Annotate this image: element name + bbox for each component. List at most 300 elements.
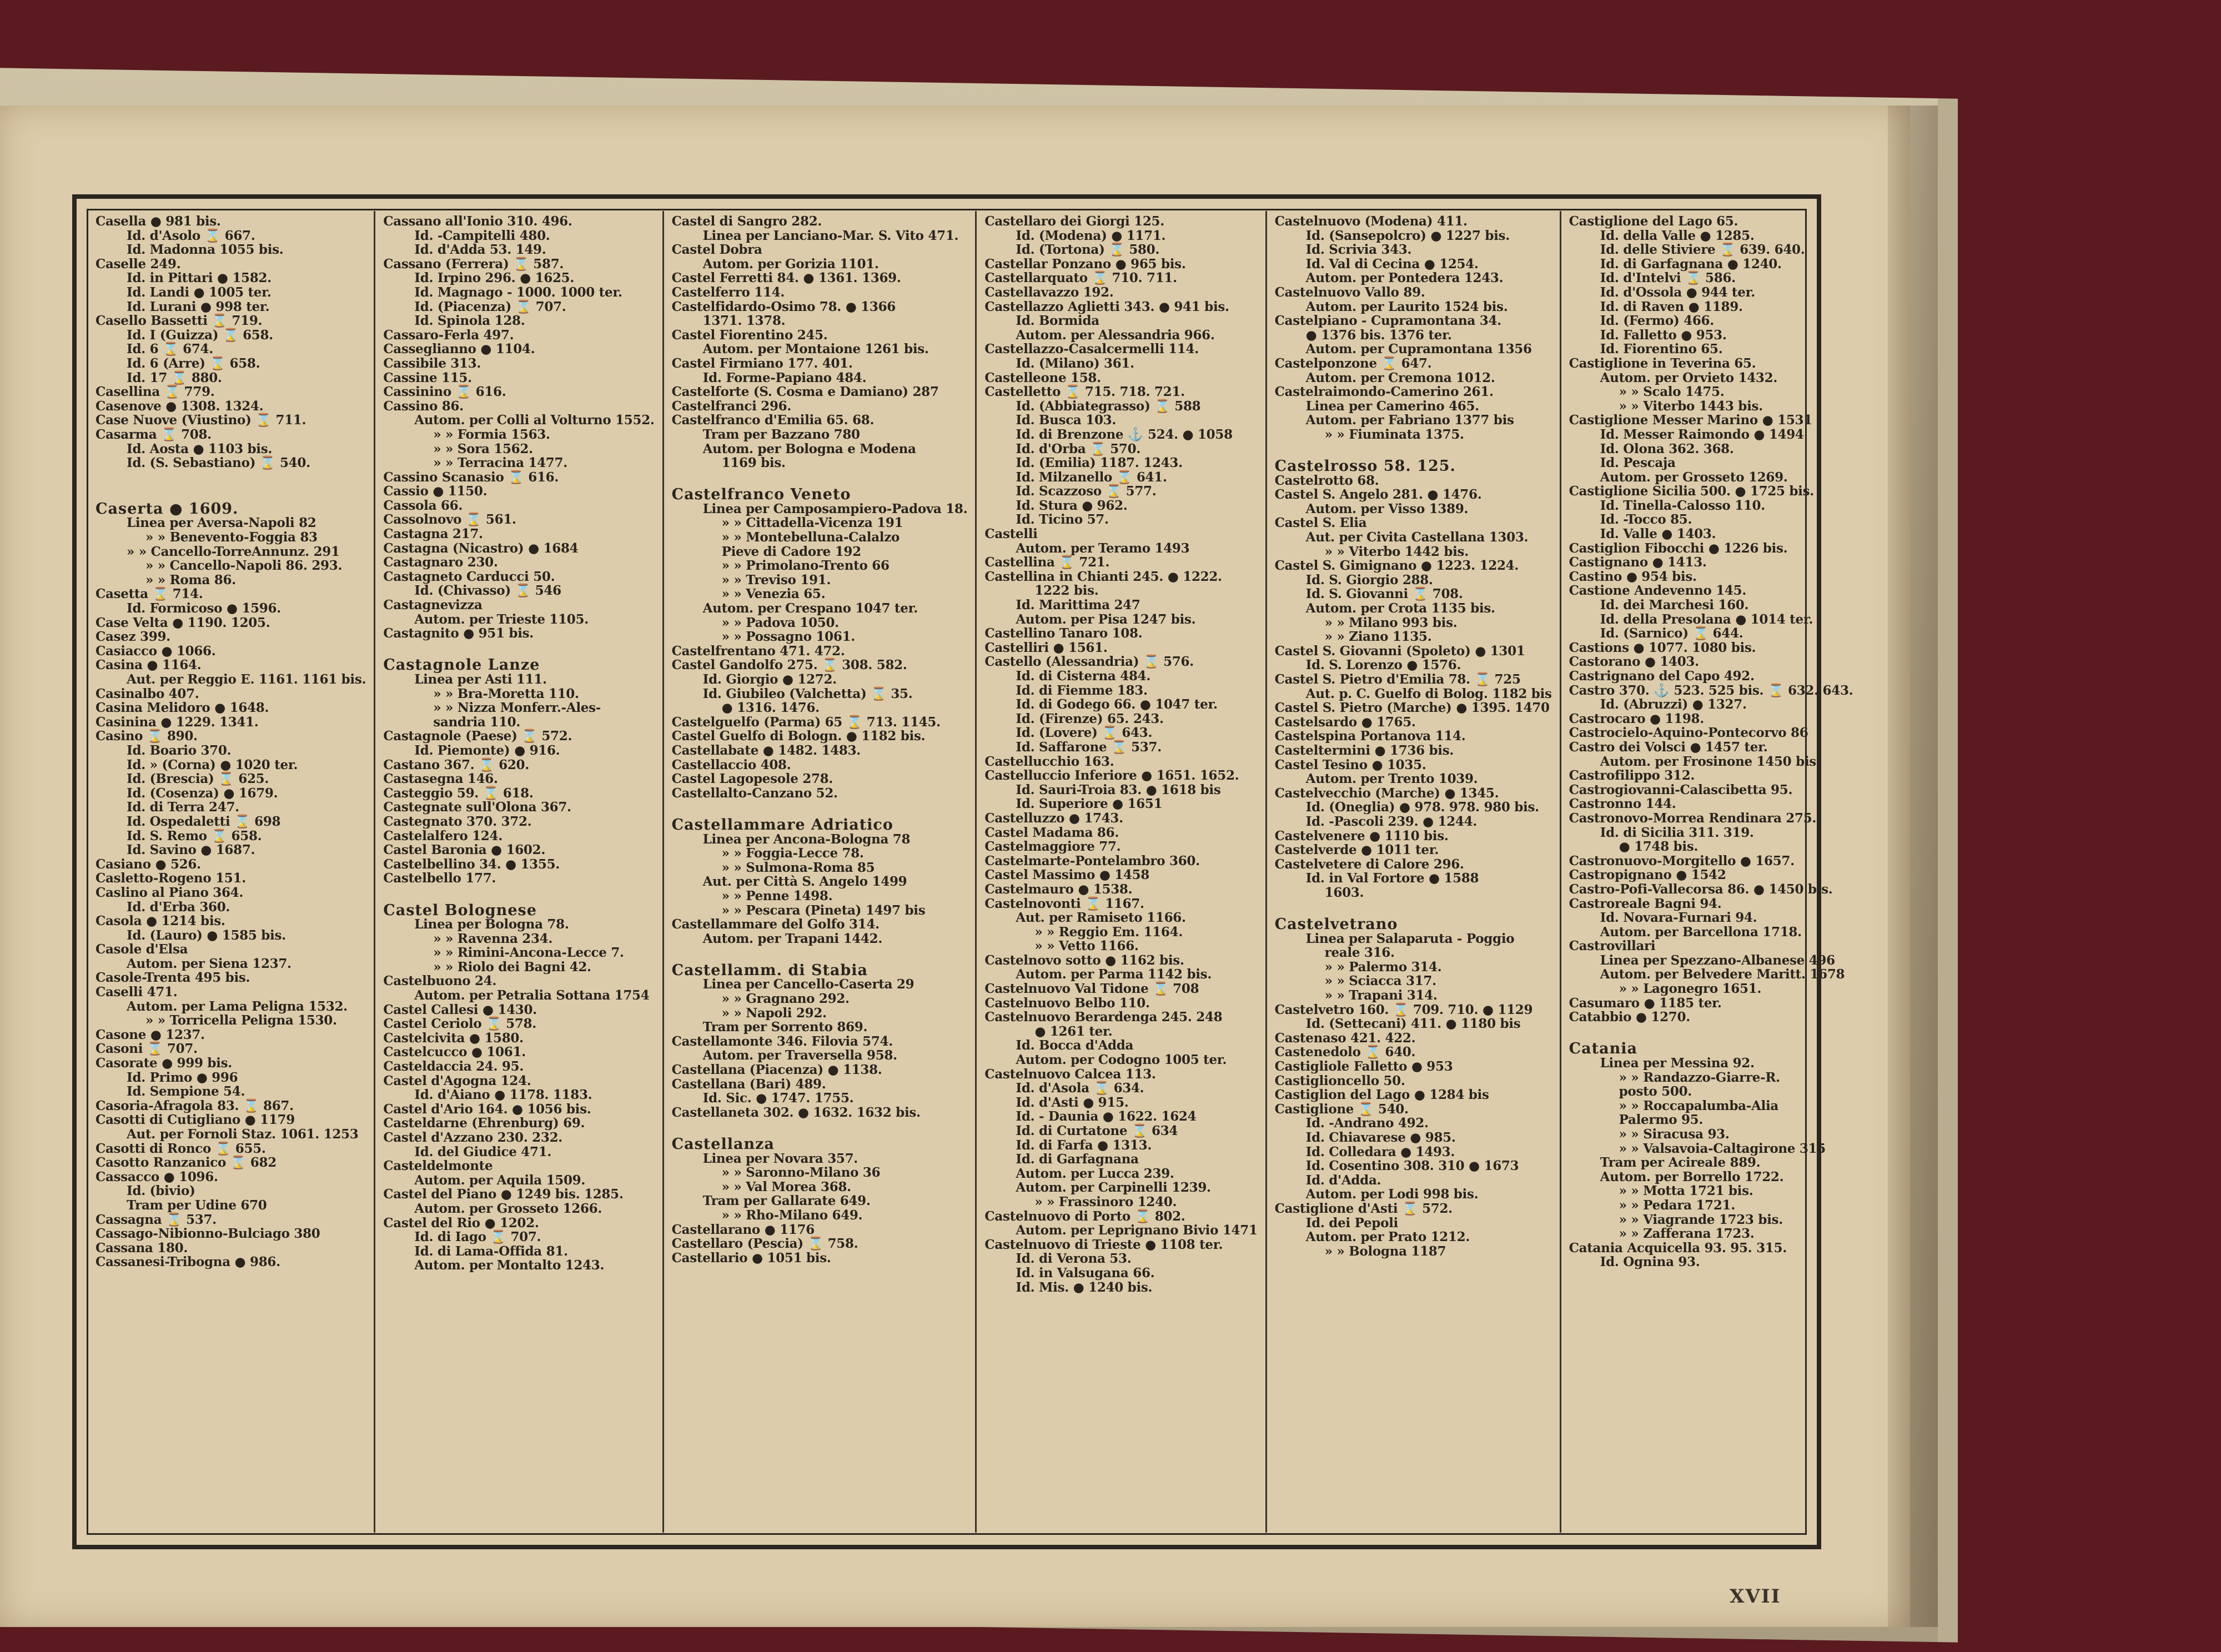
index-frame: [72, 194, 1853, 1549]
index-entry: Castrovillari: [1569, 938, 1656, 954]
index-entry: » » Saronno-Milano 36: [721, 1165, 881, 1181]
index-entry: Id. Scazzoso ⌛ 577.: [1016, 484, 1157, 499]
index-entry: Autom. per Teramo 1493: [1016, 540, 1190, 556]
index-entry: Castelmarte-Pontelambro 360.: [984, 853, 1200, 868]
index-entry: Castel Tesino ● 1035.: [1274, 757, 1426, 772]
index-entry: Id. (bivio): [127, 1183, 195, 1199]
index-entry: Castellino Tanaro 108.: [984, 626, 1143, 641]
index-entry: Id. Bormida: [1016, 313, 1099, 329]
index-entry: Id. (S. Sebastiano) ⌛ 540.: [127, 455, 310, 471]
index-entry: Id. (Settecani) 411. ● 1180 bis: [1305, 1016, 1521, 1032]
index-entry: » » Scalo 1475.: [1619, 384, 1725, 400]
index-entry: Castignano ● 1413.: [1569, 555, 1707, 570]
index-entry: Linea per Messina 92.: [1600, 1056, 1755, 1071]
index-entry: Casinina ● 1229. 1341.: [96, 714, 259, 730]
index-entry: Id. (Lovere) ⌛ 643.: [1016, 725, 1153, 741]
index-entry: Cassola 66.: [383, 498, 463, 513]
index-entry: [1569, 1025, 1853, 1039]
index-entry: Casello Bassetti ⌛ 719.: [96, 313, 263, 329]
index-entry: » » Milano 993 bis.: [1324, 615, 1458, 630]
index-entry: Castelvenere ● 1110 bis.: [1274, 828, 1449, 843]
index-entry: Id. - Daunia ● 1622. 1624: [1016, 1109, 1197, 1124]
index-entry: [672, 946, 968, 960]
index-entry: Id. Spinola 128.: [414, 313, 525, 329]
index-entry: Id. del Giudice 471.: [414, 1144, 552, 1159]
index-entry: » » Roma 86.: [145, 572, 236, 588]
index-entry: » » Roccapalumba-Alia: [1619, 1098, 1778, 1113]
index-entry: Tram per Sorrento 869.: [702, 1020, 868, 1035]
index-entry: Autom. per Borrello 1722.: [1600, 1169, 1784, 1184]
index-entry: Castelvetro 160. ⌛ 709. 710. ● 1129: [1274, 1002, 1533, 1017]
index-entry: Id. (Sarnico) ⌛ 644.: [1600, 626, 1743, 641]
index-entry: Id. (Brescia) ⌛ 625.: [127, 771, 269, 787]
index-entry: Castrignano del Capo 492.: [1569, 669, 1755, 684]
index-entry: Castroreale Bagni 94.: [1569, 896, 1722, 911]
index-entry: Castagneto Carducci 50.: [383, 569, 555, 584]
index-entry: Castropignano ● 1542: [1569, 867, 1726, 883]
index-entry: Castellana (Bari) 489.: [671, 1076, 826, 1092]
index-entry: Id. di Lama-Offida 81.: [414, 1243, 568, 1259]
index-entry: [672, 1119, 968, 1134]
index-entry: Castellavazzo 192.: [984, 284, 1114, 300]
index-entry: Id. Cosentino 308. 310 ● 1673: [1305, 1158, 1519, 1174]
index-entry: » » Treviso 191.: [721, 572, 831, 588]
index-entry: » » Bologna 1187: [1324, 1243, 1446, 1259]
index-entry: Id. Giubileo (Valchetta) ⌛ 35.: [702, 686, 913, 701]
index-entry: Case Nuove (Viustino) ⌛ 711.: [96, 413, 306, 428]
index-entry: Id. Sauri-Troia 83. ● 1618 bis: [1016, 782, 1221, 797]
index-entry: » » Sulmona-Roma 85: [721, 860, 875, 875]
index-entry: Castrocielo-Aquino-Pontecorvo 86: [1569, 725, 1808, 741]
index-entry: Id. Savino ● 1687.: [127, 842, 255, 858]
index-entry: Castagna (Nicastro) ● 1684: [383, 540, 579, 556]
index-entry: Castellucchio 163.: [984, 754, 1114, 769]
index-entry: Cassinino ⌛ 616.: [383, 384, 506, 400]
index-entry: » » Viterbo 1443 bis.: [1619, 398, 1763, 414]
index-columns: [88, 211, 1853, 1533]
index-entry: Cassago-Nibionno-Bulciago 380: [96, 1226, 320, 1242]
index-entry: » » Reggio Em. 1164.: [1034, 924, 1183, 940]
index-entry: Id. Colledara ● 1493.: [1305, 1144, 1455, 1159]
index-entry: Autom. per Orvieto 1432.: [1600, 370, 1778, 385]
index-entry: Autom. per Cupramontana 1356: [1305, 342, 1532, 357]
index-entry: Castel Lagopesole 278.: [671, 771, 833, 787]
index-entry: Castione Andevenno 145.: [1569, 583, 1747, 599]
index-entry: Casotti di Cutigliano ● 1179: [96, 1112, 295, 1128]
index-entry: Casole d'Elsa: [96, 942, 188, 957]
index-heading: Castellammare Adriatico: [671, 816, 893, 833]
index-entry: Castel di Sangro 282.: [671, 214, 822, 229]
index-entry: Caselli 471.: [96, 985, 178, 1000]
index-entry: Casteldelmonte: [383, 1158, 493, 1174]
index-entry: Tram per Bazzano 780: [702, 426, 860, 442]
index-entry: Cassana 180.: [96, 1240, 188, 1256]
index-entry: » » Sciacca 317.: [1324, 973, 1436, 989]
index-entry: » » Primolano-Trento 66: [721, 558, 890, 574]
index-entry: Castelsardo ● 1765.: [1274, 714, 1416, 730]
index-entry: Id. Aosta ● 1103 bis.: [127, 441, 273, 456]
index-entry: Id. Busca 103.: [1016, 413, 1117, 428]
index-entry: Id. (Abbiategrasso) ⌛ 588: [1016, 398, 1201, 414]
index-entry: Cassanesi-Tribogna ● 986.: [96, 1254, 280, 1270]
index-entry: Id. d'Adda 53. 149.: [414, 242, 546, 258]
index-entry: [96, 470, 366, 485]
index-entry: Castelbellino 34. ● 1355.: [383, 856, 560, 872]
index-entry: Castelnuovo di Porto ⌛ 802.: [984, 1208, 1185, 1224]
index-entry: Castellar Ponzano ● 965 bis.: [984, 256, 1186, 272]
index-entry: Id. Lurani ● 998 ter.: [127, 299, 270, 314]
index-entry: Castel S. Gimignano ● 1223. 1224.: [1274, 558, 1519, 574]
index-heading: Castellamm. di Stabia: [671, 961, 868, 979]
index-entry: Castiglion Fibocchi ● 1226 bis.: [1569, 540, 1788, 556]
index-entry: Autom. per Pontedera 1243.: [1305, 270, 1504, 286]
index-entry: » » Cittadella-Vicenza 191: [721, 515, 903, 531]
index-entry: Autom. per Leprignano Bivio 1471: [1016, 1223, 1258, 1238]
index-entry: Castegnato 370. 372.: [383, 814, 532, 829]
index-column-3: [662, 211, 976, 1533]
index-column-1: [88, 211, 374, 1533]
index-entry: [1275, 442, 1552, 456]
index-entry: Castellario ● 1051 bis.: [671, 1250, 831, 1266]
index-entry: [96, 484, 366, 499]
index-entry: Caslino al Piano 364.: [96, 885, 244, 900]
index-entry: Id. di Farfa ● 1313.: [1016, 1137, 1152, 1153]
index-entry: ● 1376 bis. 1376 ter.: [1305, 327, 1452, 343]
index-entry: » » Venezia 65.: [721, 586, 826, 602]
index-entry: Castel Firmiano 177. 401.: [671, 355, 853, 371]
index-entry: Autom. per Montalto 1243.: [414, 1258, 605, 1273]
index-entry: [383, 886, 654, 900]
index-entry: ● 1748 bis.: [1619, 839, 1699, 855]
index-entry: Id. (Milano) 361.: [1016, 355, 1134, 371]
index-heading: Castelfranco Veneto: [671, 486, 851, 504]
index-entry: Castrofilippo 312.: [1569, 768, 1695, 784]
index-entry: Cassine 115.: [383, 370, 472, 385]
index-entry: Id. Pescaja: [1600, 455, 1676, 471]
index-entry: Casotti di Ronco ⌛ 655.: [96, 1141, 266, 1156]
index-entry: Id. Marittima 247: [1016, 597, 1140, 613]
index-entry: Castellarquato ⌛ 710. 711.: [984, 270, 1177, 286]
index-entry: Linea per Camerino 465.: [1305, 398, 1479, 414]
index-entry: Id. Irpino 296. ● 1625.: [414, 270, 575, 286]
index-entry: Id. S. Lorenzo ● 1576.: [1305, 657, 1461, 673]
index-entry: Castelbuono 24.: [383, 973, 497, 989]
index-entry: » » Cancello-TorreAnnunz. 291: [127, 544, 340, 559]
index-entry: Autom. per Alessandria 966.: [1016, 327, 1215, 343]
index-entry: Id. Saffarone ⌛ 537.: [1016, 739, 1162, 755]
index-entry: Autom. per Lodi 998 bis.: [1305, 1187, 1479, 1202]
index-entry: Castelnuovo Belbo 110.: [984, 995, 1150, 1011]
index-entry: Castelnuovo (Modena) 411.: [1274, 214, 1468, 229]
index-entry: Id. Scrivia 343.: [1305, 242, 1412, 258]
index-entry: Castelspina Portanova 114.: [1274, 729, 1466, 744]
index-column-5: [1265, 211, 1560, 1533]
index-entry: Casina Melidoro ● 1648.: [96, 700, 269, 716]
index-entry: Castelluccio Inferiore ● 1651. 1652.: [984, 768, 1239, 784]
index-entry: Id. d'Asolo ⌛ 667.: [127, 228, 255, 243]
index-entry: Aut. p. C. Guelfo di Bolog. 1182 bis: [1305, 686, 1552, 701]
index-entry: Autom. per Cremona 1012.: [1305, 370, 1495, 385]
index-entry: Aut. per Ramiseto 1166.: [1016, 910, 1186, 926]
index-entry: Castiglione ⌛ 540.: [1274, 1101, 1409, 1117]
index-entry: Id. Sic. ● 1747. 1755.: [702, 1091, 854, 1106]
index-entry: Autom. per Aquila 1509.: [414, 1172, 586, 1188]
index-entry: Autom. per Prato 1212.: [1305, 1229, 1470, 1245]
index-entry: Castelletto ⌛ 715. 718. 721.: [984, 384, 1185, 400]
index-entry: Id. Piemonte) ● 916.: [414, 742, 560, 758]
index-entry: Cassano all'Ionio 310. 496.: [383, 214, 572, 229]
index-entry: Castro dei Volsci ● 1457 ter.: [1569, 739, 1768, 755]
index-entry: » » Motta 1721 bis.: [1619, 1183, 1753, 1199]
index-entry: Id. 6 ⌛ 674.: [127, 342, 213, 357]
index-entry: Id. » (Corna) ● 1020 ter.: [127, 757, 298, 772]
index-entry: Castelli: [984, 526, 1038, 542]
index-entry: Castelbello 177.: [383, 871, 496, 886]
index-entry: » » Foggia-Lecce 78.: [721, 846, 864, 861]
index-entry: Castelnovonti ⌛ 1167.: [984, 896, 1144, 911]
index-entry: Castellabate ● 1482. 1483.: [671, 742, 861, 758]
index-entry: Castigliole Falletto ● 953: [1274, 1059, 1453, 1074]
index-entry: » » Terracina 1477.: [433, 455, 567, 471]
index-entry: » » Benevento-Foggia 83: [145, 530, 318, 545]
index-entry: » » Randazzo-Giarre-R.: [1619, 1069, 1780, 1085]
index-entry: Castegnate sull'Olona 367.: [383, 800, 571, 815]
index-entry: Id. Giorgio ● 1272.: [702, 672, 837, 687]
index-entry: Casarma ⌛ 708.: [96, 426, 212, 442]
index-entry: Id. Superiore ● 1651: [1016, 796, 1163, 812]
index-entry: Castel Ceriolo ⌛ 578.: [383, 1016, 536, 1032]
index-entry: » » Riolo dei Bagni 42.: [433, 959, 591, 975]
index-column-6: [1560, 211, 1861, 1533]
index-entry: Id. Ospedaletti ⌛ 698: [127, 814, 281, 829]
index-column-2: [374, 211, 662, 1533]
index-entry: Linea per Salaparuta - Poggio: [1305, 931, 1515, 946]
index-entry: Castions ● 1077. 1080 bis.: [1569, 640, 1756, 655]
index-entry: Id. Novara-Furnari 94.: [1600, 910, 1757, 926]
index-entry: Linea per Spezzano-Albanese 496: [1600, 952, 1835, 968]
index-entry: Autom. per Codogno 1005 ter.: [1016, 1052, 1227, 1068]
index-entry: Autom. per Trapani 1442.: [702, 931, 883, 946]
index-entry: Id. d'Ossola ● 944 ter.: [1600, 284, 1755, 300]
index-entry: Autom. per Trento 1039.: [1305, 771, 1478, 787]
index-entry: Id. di Garfagnana: [1016, 1152, 1139, 1167]
index-entry: Id. Sempione 54.: [127, 1084, 245, 1099]
index-entry: Castellaro dei Giorgi 125.: [984, 214, 1164, 229]
index-entry: Casino ⌛ 890.: [96, 729, 198, 744]
index-entry: Id. di Brenzone ⚓ 524. ● 1058: [1016, 426, 1233, 442]
index-entry: Castellina in Chianti 245. ● 1222.: [984, 569, 1222, 584]
index-entry: Casina ● 1164.: [96, 657, 202, 673]
index-entry: Id. Forme-Papiano 484.: [702, 370, 867, 385]
index-entry: Autom. per Bologna e Modena: [702, 441, 916, 456]
index-entry: » » Rho-Milano 649.: [721, 1207, 863, 1223]
index-entry: Autom. per Gorizia 1101.: [702, 256, 879, 272]
index-entry: Linea per Camposampiero-Padova 18.: [702, 501, 968, 516]
index-entry: Linea per Lanciano-Mar. S. Vito 471.: [702, 228, 959, 243]
index-entry: Id. Messer Raimondo ● 1494: [1600, 426, 1804, 442]
index-entry: » » Ravenna 234.: [433, 931, 553, 946]
index-entry: Id. Landi ● 1005 ter.: [127, 284, 272, 300]
index-entry: Id. Formicoso ● 1596.: [127, 601, 281, 616]
index-entry: » » Formia 1563.: [433, 426, 550, 442]
index-entry: Autom. per Laurito 1524 bis.: [1305, 299, 1508, 314]
index-entry: Id. in Pittari ● 1582.: [127, 270, 272, 286]
index-entry: Id. di Iago ⌛ 707.: [414, 1229, 541, 1245]
index-entry: Castelrotto 68.: [1274, 473, 1379, 488]
index-entry: » » Viagrande 1723 bis.: [1619, 1212, 1783, 1227]
index-entry: Castelfranco d'Emilia 65. 68.: [671, 413, 875, 428]
index-entry: Castagna 217.: [383, 526, 483, 542]
index-entry: Id. -Tocco 85.: [1600, 512, 1692, 528]
index-entry: Linea per Bologna 78.: [414, 917, 569, 932]
index-entry: Castel S. Elia: [1274, 515, 1367, 531]
index-entry: [1275, 900, 1552, 915]
index-entry: » » Montebelluna-Calalzo: [721, 530, 900, 545]
index-entry: Castellaccio 408.: [671, 757, 791, 772]
index-entry: Id. di Godego 66. ● 1047 ter.: [1016, 697, 1218, 712]
index-entry: Id. d'Adda.: [1305, 1172, 1381, 1188]
index-entry: Id. (Cosenza) ● 1679.: [127, 785, 278, 801]
index-entry: » » Trapani 314.: [1324, 988, 1438, 1003]
index-entry: Autom. per Barcellona 1718.: [1600, 924, 1802, 940]
index-entry: » » Val Morea 368.: [721, 1179, 851, 1194]
index-entry: Aut. per Reggio E. 1161. 1161 bis.: [127, 672, 366, 687]
index-entry: Autom. per Siena 1237.: [127, 956, 292, 971]
page-number: XVII: [1730, 1585, 1781, 1608]
index-entry: [672, 800, 968, 815]
index-entry: Castino ● 954 bis.: [1569, 569, 1697, 584]
index-entry: Castelnovo sotto ● 1162 bis.: [984, 952, 1184, 968]
index-entry: Casteltermini ● 1736 bis.: [1274, 742, 1454, 758]
index-entry: Id. S. Giovanni ⌛ 708.: [1305, 586, 1463, 602]
index-entry: Id. d'Erba 360.: [127, 899, 230, 915]
index-entry: Autom. per Montaione 1261 bis.: [702, 342, 929, 357]
index-entry: Castiglione in Teverina 65.: [1569, 355, 1756, 371]
index-entry: Aut. per Città S. Angelo 1499: [702, 874, 907, 890]
index-entry: Casole-Trenta 495 bis.: [96, 970, 250, 986]
index-entry: Castel del Rio ● 1202.: [383, 1215, 539, 1231]
index-entry: Castagnevizza: [383, 597, 483, 613]
index-entry: » » Penne 1498.: [721, 888, 833, 903]
index-entry: Castel Madama 86.: [984, 825, 1119, 840]
index-entry: » » Valsavoia-Caltagirone 315: [1619, 1141, 1826, 1156]
index-entry: Castelfranci 296.: [671, 398, 792, 414]
index-entry: Castel Dobra: [671, 242, 762, 258]
index-entry: Id. 6 (Arre) ⌛ 658.: [127, 355, 260, 371]
index-entry: Id. (Oneglia) ● 978. 978. 980 bis.: [1305, 800, 1539, 815]
index-heading: Caserta ● 1609.: [96, 500, 239, 518]
index-entry: Casella ● 981 bis.: [96, 214, 221, 229]
index-entry: Castronovo-Morrea Rendinara 275.: [1569, 810, 1817, 826]
index-entry: Autom. per Frosinone 1450 bis.: [1600, 754, 1821, 769]
index-entry: Casinalbo 407.: [96, 686, 199, 701]
index-entry: Id. dei Pepoli: [1305, 1215, 1398, 1231]
index-entry: Casorate ● 999 bis.: [96, 1056, 232, 1071]
index-column-4: [975, 211, 1265, 1533]
index-entry: Castenaso 421. 422.: [1274, 1030, 1416, 1046]
index-entry: » » Rimini-Ancona-Lecce 7.: [433, 945, 624, 961]
index-entry: Aut. per Fornoli Staz. 1061. 1253: [127, 1127, 359, 1142]
index-entry: Id. di Verona 53.: [1016, 1251, 1132, 1267]
index-heading: Castelvetrano: [1274, 916, 1398, 933]
index-entry: » » Cancello-Napoli 86. 293.: [145, 558, 343, 574]
index-entry: Id. d'Asola ⌛ 634.: [1016, 1081, 1144, 1096]
index-entry: Id. (Emilia) 1187. 1243.: [1016, 455, 1183, 471]
index-entry: Id. Madonna 1055 bis.: [127, 242, 284, 258]
index-entry: Id. (Lauro) ● 1585 bis.: [127, 927, 286, 943]
index-entry: Id. Falletto ● 953.: [1600, 327, 1727, 343]
index-entry: Castellarano ● 1176: [671, 1222, 815, 1237]
index-entry: Castelfrentano 471. 472.: [671, 643, 845, 659]
index-entry: Id. di Raven ● 1189.: [1600, 299, 1743, 314]
index-entry: Cassagna ⌛ 537.: [96, 1212, 217, 1227]
index-entry: Castrogiovanni-Calascibetta 95.: [1569, 782, 1793, 797]
index-entry: Castelmaggiore 77.: [984, 839, 1121, 855]
index-heading: Castagnole Lanze: [383, 656, 540, 674]
index-entry: Castelguelfo (Parma) 65 ⌛ 713. 1145.: [671, 714, 941, 730]
index-entry: Id. di Terra 247.: [127, 800, 239, 815]
index-entry: Id. di Curtatone ⌛ 634: [1016, 1123, 1178, 1138]
index-entry: » » Pescara (Pineta) 1497 bis: [721, 902, 926, 918]
index-entry: Castellazzo Aglietti 343. ● 941 bis.: [984, 299, 1229, 314]
index-entry: [672, 470, 968, 485]
index-entry: Id. -Pascoli 239. ● 1244.: [1305, 814, 1478, 829]
index-entry: Id. Tinella-Calosso 110.: [1600, 498, 1765, 513]
index-entry: Castel del Piano ● 1249 bis. 1285.: [383, 1187, 624, 1202]
index-entry: Casola ● 1214 bis.: [96, 913, 225, 929]
index-entry: Autom. per Carpinelli 1239.: [1016, 1180, 1211, 1196]
index-entry: Castelnuovo Vallo 89.: [1274, 284, 1425, 300]
index-entry: Id. (Fermo) 466.: [1600, 313, 1714, 329]
index-entry: Casez 399.: [96, 629, 170, 645]
index-entry: Castano 367. ⌛ 620.: [383, 757, 529, 772]
index-entry: Id. Primo ● 996: [127, 1069, 238, 1085]
index-entry: » » Pedara 1721.: [1619, 1197, 1735, 1213]
index-entry: Id. d'Aiano ● 1178. 1183.: [414, 1087, 592, 1103]
index-entry: Casotto Ranzanico ⌛ 682: [96, 1155, 277, 1171]
index-entry: Castel Callesi ● 1430.: [383, 1002, 537, 1017]
index-entry: Casteldaccia 24. 95.: [383, 1059, 524, 1074]
index-entry: Autom. per Crespano 1047 ter.: [702, 601, 918, 616]
index-entry: » » Torricella Peligna 1530.: [145, 1013, 337, 1028]
index-entry: Castel d'Azzano 230. 232.: [383, 1130, 562, 1145]
index-entry: Castelcucco ● 1061.: [383, 1045, 526, 1060]
index-entry: Castellazzo-Casalcermelli 114.: [984, 342, 1199, 357]
index-entry: » » Siracusa 93.: [1619, 1127, 1730, 1142]
index-entry: Castelvetere di Calore 296.: [1274, 856, 1464, 872]
index-entry: Id. (Chivasso) ⌛ 546: [414, 583, 561, 599]
index-entry: Castel S. Angelo 281. ● 1476.: [1274, 487, 1482, 503]
index-entry: » » Napoli 292.: [721, 1005, 827, 1021]
index-entry: Id. S. Giorgio 288.: [1305, 572, 1433, 588]
index-entry: Castelnuovo Val Tidone ⌛ 708: [984, 981, 1199, 997]
index-entry: Castellaneta 302. ● 1632. 1632 bis.: [671, 1104, 921, 1120]
index-heading: Castel Bolognese: [383, 901, 537, 919]
index-entry: Id. Milzanello ⌛ 641.: [1016, 469, 1167, 485]
index-entry: Id. (Abruzzi) ● 1327.: [1600, 697, 1747, 712]
index-heading: Catania: [1569, 1040, 1637, 1058]
index-entry: Castelnuovo Calcea 113.: [984, 1066, 1156, 1082]
index-entry: Castel Gandolfo 275. ⌛ 308. 582.: [671, 657, 907, 673]
index-entry: Autom. per Lucca 239.: [1016, 1166, 1174, 1181]
index-entry: Casiacco ● 1066.: [96, 643, 216, 659]
index-entry: Id. (Modena) ● 1171.: [1016, 228, 1166, 243]
index-entry: Castiglion del Lago ● 1284 bis: [1274, 1087, 1489, 1103]
index-entry: Castiglione d'Asti ⌛ 572.: [1274, 1201, 1453, 1216]
index-entry: Id. di Cisterna 484.: [1016, 669, 1151, 684]
index-entry: Linea per Novara 357.: [702, 1151, 858, 1166]
index-entry: Castel S. Giovanni (Spoleto) ● 1301: [1274, 643, 1525, 659]
